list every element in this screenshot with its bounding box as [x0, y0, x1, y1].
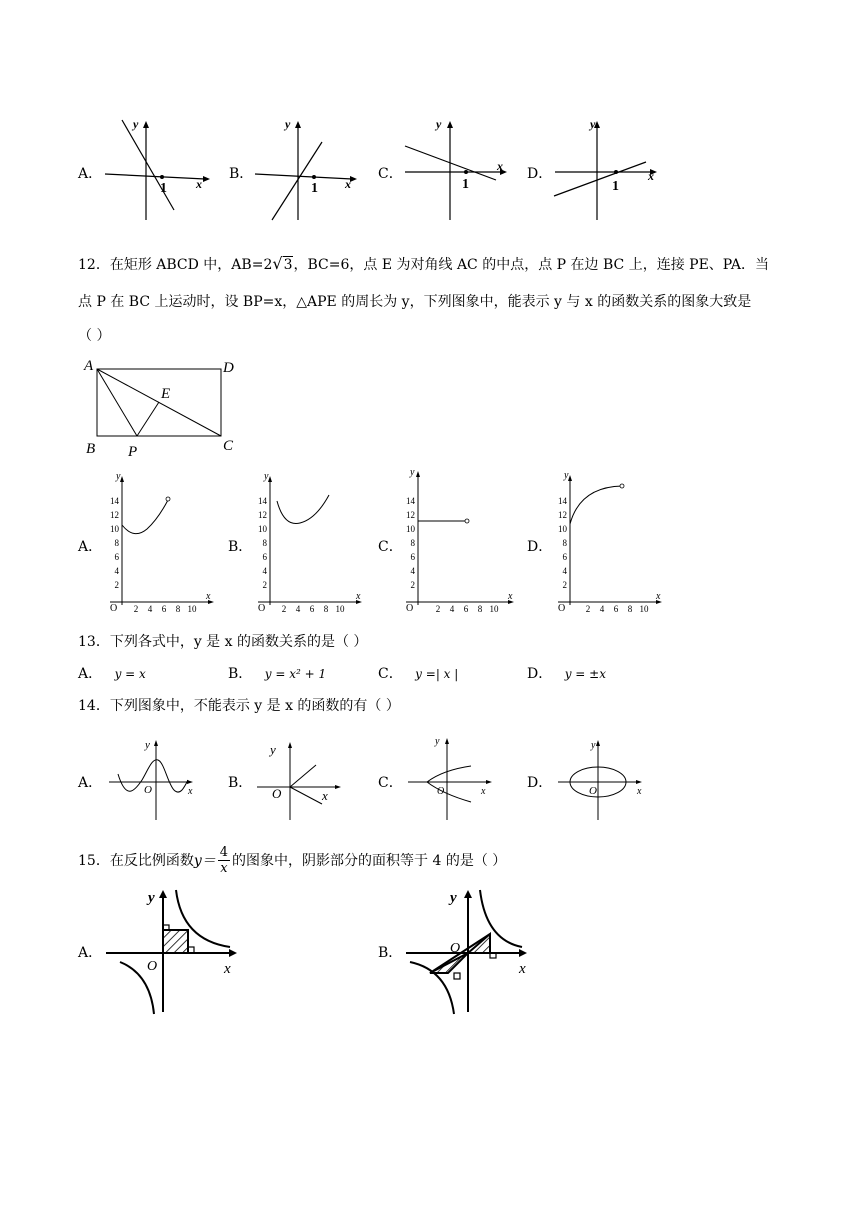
q13-option-c-expr: y =| x |: [415, 667, 459, 681]
q12-b-xtick: 6: [309, 604, 315, 614]
q15-a-y-label: y: [148, 890, 155, 906]
q12-b-y-label: y: [264, 471, 269, 482]
q14-d-y-label: y: [591, 740, 596, 751]
q12-b-ytick: 14: [258, 496, 267, 506]
q12-c-ytick: 8: [410, 538, 415, 548]
q15-func-lhs: y＝: [193, 853, 216, 869]
q11-d-y-label: y: [590, 117, 596, 131]
point-e-label: E: [161, 386, 171, 402]
q14-option-a-label: A．: [78, 775, 103, 791]
q12-d-curve: [570, 486, 622, 524]
q14-c-y-label: y: [435, 736, 440, 747]
q12-b-xtick: 4: [295, 604, 301, 614]
q12-d-ytick: 6: [562, 552, 567, 562]
q12-d-ytick: 2: [562, 580, 567, 590]
q13-stem: 13．下列各式中，y 是 x 的函数关系的是（ ）: [78, 634, 368, 650]
q12-c-y-label: y: [410, 467, 415, 478]
q12-c-xtick: 6: [463, 604, 469, 614]
q12-a-x-label: x: [206, 591, 211, 602]
q12-d-ytick: 12: [558, 510, 567, 520]
q12-option-d-label: D．: [527, 539, 553, 555]
q15-stem: [78, 840, 506, 880]
q12-d-xtick: 6: [613, 604, 619, 614]
q12-d-xtick: 4: [599, 604, 605, 614]
q12-c-ytick: 14: [406, 496, 415, 506]
q12-d-xtick: 2: [585, 604, 591, 614]
q12-d-x-label: x: [656, 591, 661, 602]
q12-stem-line2: 点 P 在 BC 上运动时，设 BP=x，△APE 的周长为 y，下列图象中，能表示 y 与 x 的函数关系的图象大致是: [78, 294, 752, 310]
q12-b-xtick: 2: [281, 604, 287, 614]
q11-c-y-label: y: [436, 117, 442, 131]
q14-option-d-label: D．: [527, 775, 553, 791]
q12-c-xtick: 8: [477, 604, 483, 614]
q12-d-ytick: 4: [562, 566, 567, 576]
q14-b-origin: O: [272, 786, 282, 801]
q12-b-xtick: 8: [323, 604, 329, 614]
q14-option-c-label: C．: [378, 775, 403, 791]
q12-c-ytick: 6: [410, 552, 415, 562]
q15-option-a-label: A．: [78, 945, 103, 961]
q12-rectangle-figure: [80, 355, 245, 460]
q11-d-tick: 1: [612, 179, 619, 194]
q12-b-ytick: 8: [262, 538, 267, 548]
q11-option-b-label: B．: [229, 166, 254, 182]
q15-graph-a: [100, 882, 245, 1017]
q12-d-ytick: 8: [562, 538, 567, 548]
q14-a-origin: O: [144, 784, 152, 796]
point-p-label: P: [128, 444, 138, 460]
q12-b-ytick: 6: [262, 552, 267, 562]
q14-graph-d: [553, 732, 648, 822]
q14-a-y-label: y: [145, 739, 150, 751]
q12-c-xtick: 4: [449, 604, 455, 614]
q15-fraction: [218, 845, 230, 876]
q12-b-ytick: 10: [258, 524, 267, 534]
q12-option-b-label: B．: [228, 539, 253, 555]
q12-c-x-label: x: [508, 591, 513, 602]
q12-b-ytick: 4: [262, 566, 267, 576]
q12-a-curve: [122, 500, 168, 534]
q11-graph-c: [400, 112, 515, 224]
q14-stem: 14．下列图象中，不能表示 y 是 x 的函数的有（ ）: [78, 698, 400, 714]
q12-c-origin: O: [406, 603, 414, 614]
q11-b-tick: 1: [311, 181, 318, 196]
q12-d-y-label: y: [564, 470, 569, 481]
q15-graph-b: [400, 882, 545, 1017]
q12-b-ytick: 2: [262, 580, 267, 590]
q13-option-b: [228, 664, 326, 684]
q12-b-origin: O: [258, 603, 266, 614]
q12-d-ytick: 10: [558, 524, 567, 534]
q15-stem-part1: 15．在反比例函数: [78, 853, 194, 869]
q15-b-x-label: x: [519, 961, 526, 977]
q12-d-origin: O: [558, 603, 566, 614]
q14-c-origin: O: [437, 786, 445, 797]
q14-a-x-label: x: [188, 786, 193, 797]
q12-a-origin: O: [110, 603, 118, 614]
q14-graph-b: [252, 732, 347, 822]
q12-option-c-label: C．: [378, 539, 403, 555]
q14-a-curve: [118, 760, 188, 792]
fraction-numerator: 4: [219, 844, 229, 860]
q14-d-origin: O: [589, 785, 597, 797]
q12-c-ytick: 4: [410, 566, 415, 576]
q13-option-c: [378, 664, 458, 684]
q11-a-y-label: y: [133, 117, 139, 131]
q12-c-xtick: 2: [435, 604, 441, 614]
q12-d-xtick: 10: [639, 604, 649, 614]
q11-option-c-label: C．: [378, 166, 403, 182]
q12-graph-c: [398, 465, 523, 615]
point-b-label: B: [86, 441, 96, 457]
q12-c-ytick: 12: [406, 510, 415, 520]
q13-option-b-expr: y = x² + 1: [264, 667, 327, 681]
q14-c-x-label: x: [481, 786, 486, 797]
q13-option-d-expr: y = ±x: [564, 667, 606, 681]
fraction-denominator: x: [220, 860, 228, 876]
q12-a-ytick: 2: [114, 580, 119, 590]
q11-option-a-label: A．: [78, 166, 103, 182]
q15-stem-part2: 的图象中，阴影部分的面积等于 4 的是（ ）: [232, 853, 507, 869]
q11-b-y-label: y: [285, 117, 291, 131]
q15-a-shaded-rect: [163, 930, 188, 953]
q11-b-x-label: x: [345, 177, 351, 191]
q14-b-x-label: x: [322, 788, 328, 803]
q12-a-y-label: y: [116, 471, 121, 482]
q11-a-tick: 1: [160, 181, 167, 196]
q12-stem-part1: 12．在矩形 ABCD 中，AB=2: [78, 257, 273, 273]
q12-a-axes: [110, 476, 214, 605]
sqrt-radicand: 3: [283, 257, 293, 273]
q11-graph-b: [250, 112, 365, 224]
q11-d-x-label: x: [648, 169, 654, 183]
q12-a-ytick: 14: [110, 496, 119, 506]
q14-option-b-label: B．: [228, 775, 253, 791]
q14-b-y-label: y: [270, 742, 276, 757]
sqrt-sign: √: [272, 254, 283, 273]
q12-a-xtick: 8: [175, 604, 181, 614]
q14-graph-a: [104, 732, 199, 822]
q14-c-curve: [427, 766, 471, 802]
q13-option-a-label: A．: [78, 666, 103, 682]
q14-graph-c: [403, 730, 498, 822]
q12-d-ytick: 14: [558, 496, 567, 506]
q12-option-a-label: A．: [78, 539, 103, 555]
q14-d-x-label: x: [637, 786, 642, 797]
q14-b-lower-ray: [290, 787, 322, 804]
q12-c-ytick: 2: [410, 580, 415, 590]
q12-a-ytick: 4: [114, 566, 119, 576]
q12-stem-line3: （ ）: [78, 328, 111, 344]
q12-b-x-label: x: [356, 591, 361, 602]
q15-a-x-label: x: [224, 961, 231, 977]
q11-option-d-label: D．: [527, 166, 553, 182]
q13-option-a: [78, 664, 146, 684]
q12-b-curve: [277, 495, 329, 524]
q12-b-ytick: 12: [258, 510, 267, 520]
q15-b-y-label: y: [450, 890, 457, 906]
q13-option-d: [527, 664, 606, 684]
q12-a-ytick: 6: [114, 552, 119, 562]
q12-c-xtick: 10: [489, 604, 499, 614]
point-c-label: C: [223, 438, 234, 454]
q12-a-xtick: 6: [161, 604, 167, 614]
q11-graph-a: [100, 112, 215, 224]
q12-a-xtick: 2: [133, 604, 139, 614]
q15-b-origin: O: [450, 941, 461, 956]
point-a-label: A: [84, 358, 94, 374]
q13-option-a-expr: y = x: [114, 667, 146, 681]
q12-b-xtick: 10: [335, 604, 345, 614]
q11-a-x-label: x: [196, 177, 202, 191]
q12-a-xtick: 10: [187, 604, 197, 614]
q13-option-b-label: B．: [228, 666, 253, 682]
q12-graph-d: [550, 465, 670, 615]
q13-option-d-label: D．: [527, 666, 553, 682]
q12-stem-line1: [78, 254, 769, 275]
q15-a-origin: O: [147, 959, 158, 974]
q12-a-xtick: 4: [147, 604, 153, 614]
point-d-label: D: [223, 360, 234, 376]
q11-c-tick: 1: [462, 177, 469, 192]
q15-option-b-label: B．: [378, 945, 403, 961]
q12-graph-b: [250, 465, 370, 615]
q12-stem-part2: ，BC=6，点 E 为对角线 AC 的中点，点 P 在边 BC 上，连接 PE、PA．当: [293, 257, 770, 273]
q12-a-ytick: 8: [114, 538, 119, 548]
q12-a-ytick: 10: [110, 524, 119, 534]
q11-graph-d: [550, 112, 665, 224]
q12-graph-a: [102, 465, 222, 615]
q13-option-c-label: C．: [378, 666, 403, 682]
q14-b-upper-ray: [290, 765, 316, 787]
q12-d-xtick: 8: [627, 604, 633, 614]
q12-c-ytick: 10: [406, 524, 415, 534]
q12-a-ytick: 12: [110, 510, 119, 520]
q11-c-x-label: x: [497, 159, 503, 173]
